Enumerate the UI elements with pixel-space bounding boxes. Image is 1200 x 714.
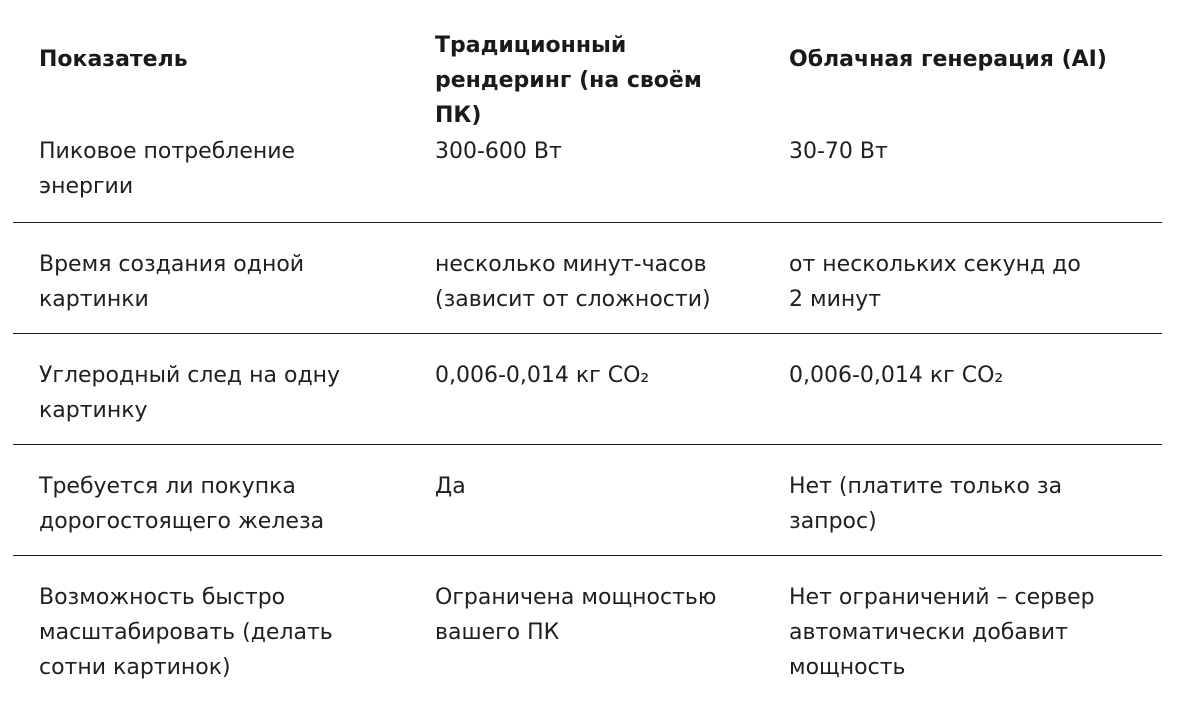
row-cloud: от нескольких секунд до 2 минут [789,252,1081,312]
table-header [13,0,1162,128]
row-cloud: Нет (платите только за запрос) [789,474,1063,534]
row-traditional: Ограничена мощностью вашего ПК [435,585,717,645]
table-row [13,110,1162,223]
header-traditional: Традиционный рендеринг (на своём ПК) [435,33,702,128]
table-row [13,445,1162,556]
row-metric: Углеродный след на одну картинку [39,363,341,423]
row-cloud: 30-70 Вт [789,139,888,164]
row-traditional: Да [435,474,466,499]
row-cloud: Нет ограничений – сервер автоматически добавит мощность [789,585,1095,680]
row-metric: Возможность быстро масштабировать (делать сотни картинок) [39,585,333,680]
row-metric: Требуется ли покупка дорогостоящего железа [39,474,325,534]
table-row [13,334,1162,445]
header-cloud: Облачная генерация (AI) [789,47,1107,72]
row-metric: Пиковое потребление энергии [39,139,296,199]
comparison-table [13,0,1162,714]
row-cloud: 0,006-0,014 кг CO₂ [789,363,1004,388]
row-traditional: 0,006-0,014 кг CO₂ [435,363,650,388]
row-metric: Время создания одной картинки [39,252,305,312]
row-traditional: 300-600 Вт [435,139,562,164]
table-row [13,556,1162,714]
header-metric: Показатель [39,47,188,72]
row-traditional: несколько минут-часов (зависит от сложности) [435,252,711,312]
table-row [13,223,1162,334]
